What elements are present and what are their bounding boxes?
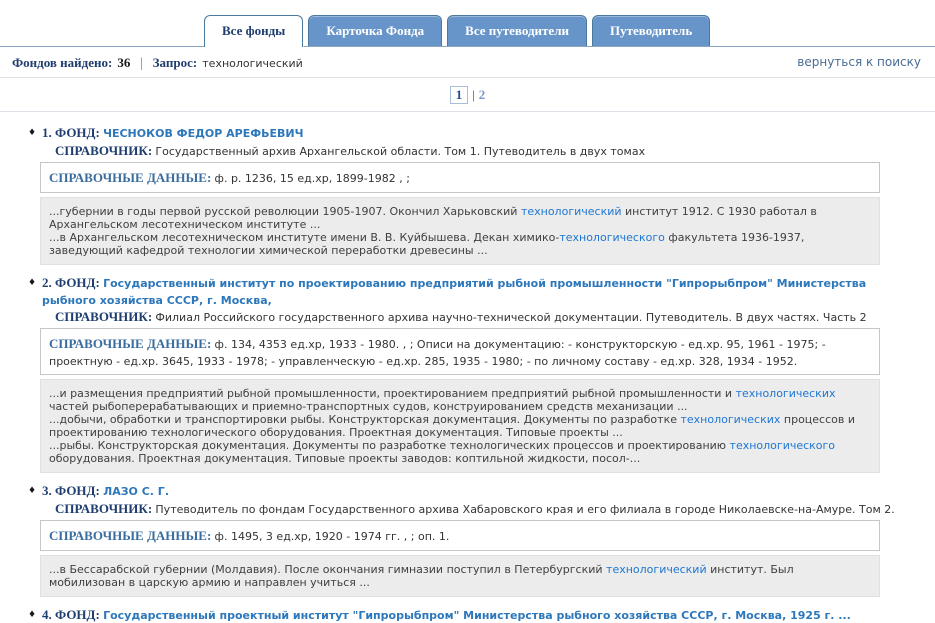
snippet-box xyxy=(40,197,880,265)
results-summary xyxy=(12,52,303,71)
spravochnik-label: СПРАВОЧНИК: xyxy=(55,143,156,158)
back-to-search-link[interactable]: вернуться к поиску xyxy=(797,54,921,69)
snippet-box xyxy=(40,555,880,597)
found-count: 36 xyxy=(117,55,131,70)
pagination xyxy=(0,78,935,112)
tab-3[interactable]: Все путеводители xyxy=(447,15,587,46)
query-label: Запрос: xyxy=(152,55,198,70)
header-separator: | xyxy=(139,56,144,70)
reference-data-box xyxy=(40,328,880,375)
result-item-2 xyxy=(0,274,935,473)
fond-number-label: 2. ФОНД: xyxy=(42,275,104,290)
snippet-highlight-link[interactable]: технологического xyxy=(559,231,665,244)
tab-4[interactable]: Путеводитель xyxy=(592,15,710,46)
result-item-3 xyxy=(0,482,935,597)
spravochnik-text: Государственный архив Архангельской области. Том 1. Путеводитель в двух томах xyxy=(155,145,646,158)
spravochnik-line xyxy=(55,142,921,159)
snippet-fragment: ...и размещения предприятий рыбной промышленности, проектированием предприятий рыбной промышленности и технологических частей рыбоперерабатывающих и приемно-транспортных судов, конструированием средств механизации ... xyxy=(49,387,836,413)
snippet-highlight-link[interactable]: технологический xyxy=(520,205,622,218)
snippet-highlight-link[interactable]: технологических xyxy=(680,413,781,426)
snippet-fragment: ...в Архангельском лесотехническом институте имени В. В. Куйбышева. Декан химико-технологического факультета 1936-1937, заведующий кафедрой технологии химической переработки древесины ... xyxy=(49,231,805,257)
pagination-page-link-2[interactable]: 2 xyxy=(478,87,486,102)
result-item-1 xyxy=(0,124,935,265)
fond-link[interactable]: ЛАЗО С. Г. xyxy=(103,485,169,498)
tab-bar xyxy=(0,0,935,47)
reference-data-label: СПРАВОЧНЫЕ ДАННЫЕ: xyxy=(49,528,215,543)
snippet-box xyxy=(40,379,880,473)
reference-data-label: СПРАВОЧНЫЕ ДАННЫЕ: xyxy=(49,170,215,185)
found-label: Фондов найдено: xyxy=(12,55,113,70)
spravochnik-line xyxy=(55,500,921,517)
diamond-bullet-icon: ♦ xyxy=(28,486,37,496)
diamond-bullet-icon: ♦ xyxy=(28,610,37,620)
reference-data-text: ф. р. 1236, 15 ед.хр, 1899-1982 , ; xyxy=(214,172,410,185)
fond-line xyxy=(28,124,921,141)
diamond-bullet-icon: ♦ xyxy=(28,128,37,138)
diamond-bullet-icon: ♦ xyxy=(28,278,37,288)
fond-link-truncated[interactable]: Государственный проектный институт "Гипрорыбпром" Министерства рыбного хозяйства СССР, г. Москва, 1925 г. ... xyxy=(103,609,851,622)
spravochnik-text: Путеводитель по фондам Государственного архива Хабаровского края и его филиала в городе Николаевске-на-Амуре. Том 2. xyxy=(155,503,895,516)
reference-data-text: ф. 134, 4353 ед.хр, 1933 - 1980. , ; Описи на документацию: - конструкторскую - ед.хр. 95, 1961 - 1975; - проектную - ед.хр. 3645, 1933 - 1978; - управленческую - ед.хр. 285, 1935 - 1980; - по личному составу - ед.хр. 328, 1934 - 1952. xyxy=(49,338,826,368)
result-item-4 xyxy=(0,606,935,623)
snippet-fragment: ...добычи, обработки и транспортировки рыбы. Конструкторская документация. Документы по разработке технологических процессов и проектированию технологического оборудования. Проектная документация. Типовые проекты ... xyxy=(49,413,856,439)
results-list xyxy=(0,112,935,623)
snippet-highlight-link[interactable]: технологического xyxy=(729,439,836,452)
tab-2[interactable]: Карточка Фонда xyxy=(308,15,442,46)
spravochnik-text: Филиал Российского государственного архива научно-технической документации. Путеводитель. В двух частях. Часть 2 xyxy=(155,311,867,324)
fond-number-label: 1. ФОНД: xyxy=(42,125,104,140)
spravochnik-line xyxy=(55,308,921,325)
snippet-fragment: ...в Бессарабской губернии (Молдавия). После окончания гимназии поступил в Петербургский технологический институт. Был мобилизован в царскую армию и направлен учиться ... xyxy=(49,563,794,589)
spravochnik-label: СПРАВОЧНИК: xyxy=(55,501,156,516)
spravochnik-label: СПРАВОЧНИК: xyxy=(55,309,156,324)
pagination-current-page[interactable]: 1 xyxy=(450,86,469,104)
snippet-fragment: ...губернии в годы первой русской революции 1905-1907. Окончил Харьковский технологический институт 1912. С 1930 работал в Архангельском лесотехническом институте ... xyxy=(49,205,817,231)
tab-1-active[interactable]: Все фонды xyxy=(204,15,303,47)
fond-link[interactable]: ЧЕСНОКОВ ФЕДОР АРЕФЬЕВИЧ xyxy=(103,127,304,140)
results-header xyxy=(0,47,935,78)
pagination-links xyxy=(479,84,486,103)
snippet-highlight-link[interactable]: технологический xyxy=(606,563,707,576)
snippet-highlight-link[interactable]: технологических xyxy=(735,387,836,400)
snippet-fragment: ...рыбы. Конструкторская документация. Документы по разработке технологических процессов и проектированию технологического оборудования. Проектная документация. Типовые проекты заводов: коптильной жидкости, посол-... xyxy=(49,439,836,465)
reference-data-text: ф. 1495, 3 ед.хр, 1920 - 1974 гг. , ; оп. 1. xyxy=(214,530,450,543)
fond-line xyxy=(28,274,921,307)
reference-data-box xyxy=(40,162,880,193)
fond-line xyxy=(28,606,921,623)
fond-number-label: 4. ФОНД: xyxy=(42,607,104,622)
fond-line xyxy=(28,482,921,499)
query-value: технологический xyxy=(202,57,303,70)
reference-data-label: СПРАВОЧНЫЕ ДАННЫЕ: xyxy=(49,336,215,351)
fond-number-label: 3. ФОНД: xyxy=(42,483,104,498)
reference-data-box xyxy=(40,520,880,551)
fond-link[interactable]: Государственный институт по проектированию предприятий рыбной промышленности "Гипрорыбпром" Министерства рыбного хозяйства СССР, г. Москва, xyxy=(42,277,867,307)
pagination-separator: | xyxy=(472,87,475,102)
